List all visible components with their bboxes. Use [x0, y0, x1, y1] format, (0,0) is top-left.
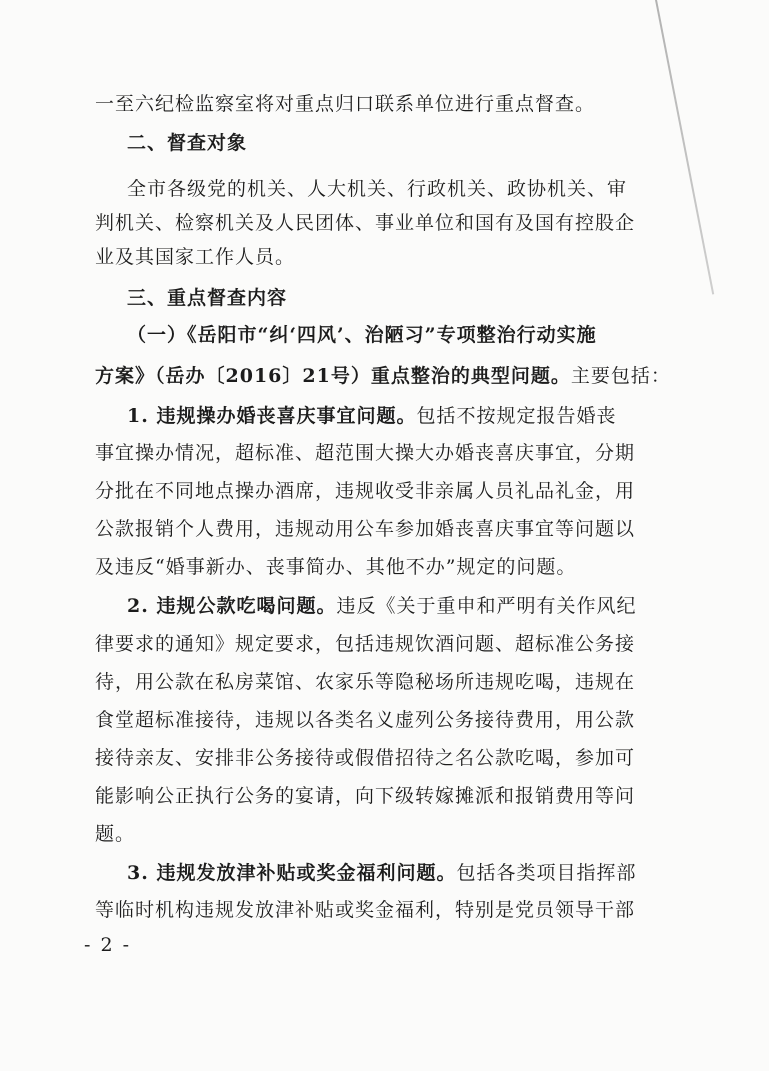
section-heading-2: 二、督查对象: [127, 132, 248, 154]
item-1-text: 包括不按规定报告婚丧: [416, 405, 617, 427]
text-line-11: 分批在不同地点操办酒席，违规收受非亲属人员礼品礼金，用: [95, 480, 636, 502]
item-1-line: [127, 403, 616, 429]
item-3-title: 3. 违规发放津补贴或奖金福利问题。: [127, 862, 457, 884]
text-line-8: [95, 363, 671, 389]
text-line-17: 食堂超标准接待，违规以各类名义虚列公务接待费用，用公款: [95, 709, 636, 731]
item-2-line: [127, 593, 636, 619]
item-1-title: 1. 违规操办婚丧喜庆事宜问题。: [127, 405, 417, 427]
text-line-13: 及违反“婚事新办、丧事简办、其他不办”规定的问题。: [95, 556, 577, 578]
text-line-10: 事宜操办情况，超标准、超范围大操大办婚丧喜庆事宜，分期: [95, 442, 636, 464]
text-line-19: 能影响公正执行公务的宴请，向下级转嫁摊派和报销费用等问: [95, 785, 636, 807]
item-2-text: 违反《关于重申和严明有关作风纪: [336, 595, 637, 617]
item-2-title: 2. 违规公款吃喝问题。: [127, 595, 337, 617]
item-3-line: [127, 860, 636, 886]
text-line-1: 一至六纪检监察室将对重点归口联系单位进行重点督查。: [95, 93, 596, 115]
text-line-16: 待，用公款在私房菜馆、农家乐等隐秘场所违规吃喝，违规在: [95, 671, 636, 693]
page-number: - 2 -: [84, 934, 132, 956]
text-line-8-rest: 主要包括：: [570, 365, 671, 387]
subsection-heading-1-cont: 方案》（岳办〔2016〕21号）重点整治的典型问题。: [95, 365, 571, 387]
text-line-4: 判机关、检察机关及人民团体、事业单位和国有及国有控股企: [95, 212, 636, 234]
item-3-text: 包括各类项目指挥部: [456, 862, 637, 884]
text-line-18: 接待亲友、安排非公务接待或假借招待之名公款吃喝，参加可: [95, 747, 636, 769]
section-heading-3: 三、重点督查内容: [127, 287, 288, 309]
subsection-heading-1: （一）《岳阳市“纠‘四风’、治陋习”专项整治行动实施: [127, 324, 597, 346]
scan-edge-line: [655, 0, 714, 294]
text-line-12: 公款报销个人费用，违规动用公车参加婚丧喜庆事宜等问题以: [95, 518, 636, 540]
text-line-15: 律要求的通知》规定要求，包括违规饮酒问题、超标准公务接: [95, 633, 636, 655]
text-line-5: 业及其国家工作人员。: [95, 246, 296, 268]
text-line-22: 等临时机构违规发放津补贴或奖金福利，特别是党员领导干部: [95, 899, 636, 921]
text-line-20: 题。: [95, 823, 136, 845]
text-line-3: 全市各级党的机关、人大机关、行政机关、政协机关、审: [127, 178, 628, 200]
